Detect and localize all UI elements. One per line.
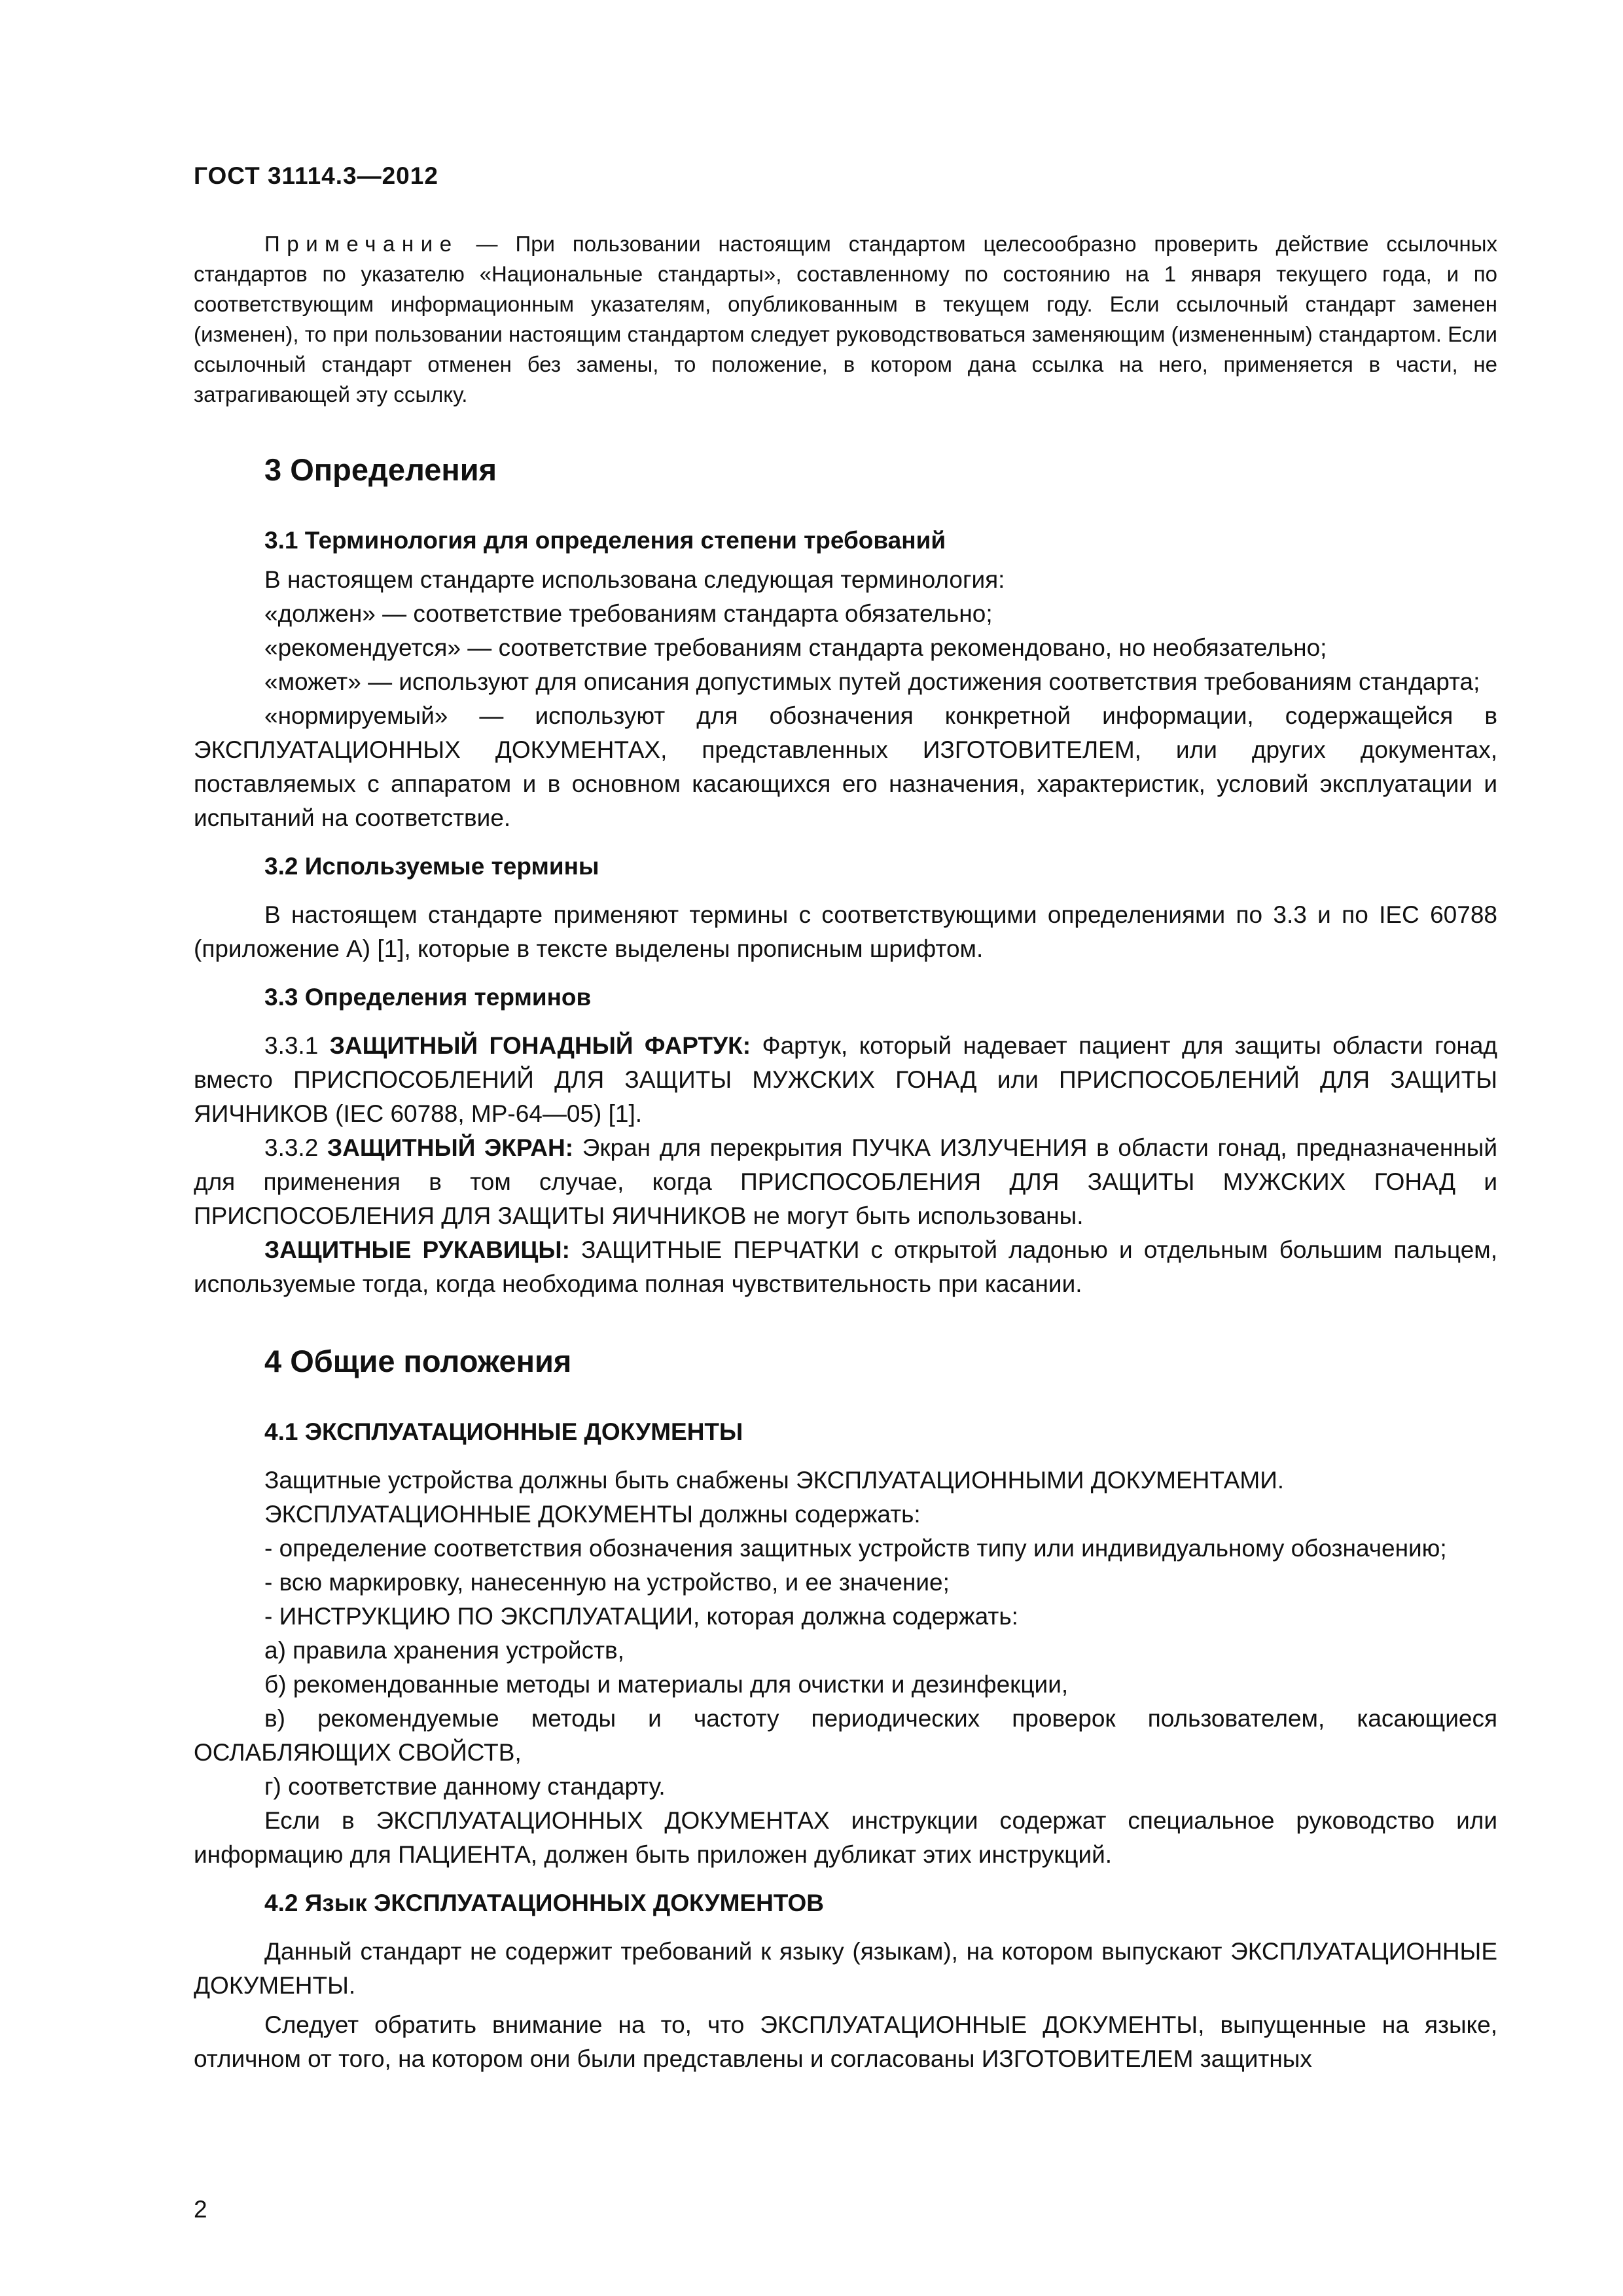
paragraph: В настоящем стандарте применяют термины с соответствующими определениями по 3.3 и по IEC 60788 (приложение А) [1], которые в тексте выделены прописным шрифтом. (194, 901, 1497, 962)
page-number: 2 (194, 2196, 207, 2223)
term-text: Экран для перекрытия ПУЧКА ИЗЛУЧЕНИЯ в области гонад, предназначенный для применения в том случае, когда ПРИСПОСОБЛЕНИЯ ДЛЯ ЗАЩИТЫ МУЖСКИХ ГОНАД и ПРИСПОСОБЛЕНИЯ ДЛЯ ЗАЩИТЫ ЯИЧНИКОВ не могут быть использованы. (194, 1134, 1498, 1229)
note-text: — При пользовании настоящим стандартом целесообразно проверить действие ссылочных стандартов по указателю «Национальные стандарты», составленному по состоянию на 1 января текущего года, и по соответствующим информационным указателям, опубликованным в текущем году. Если ссылочный стандарт заменен (изменен), то при пользовании настоящим стандартом следует руководствоваться заменяющим (измененным) стандартом. Если ссылочный стандарт отменен без замены, то положение, в котором дана ссылка на него, применяется в части, не затрагивающей эту ссылку. (194, 232, 1497, 406)
list-item: - определение соответствия обозначения защитных устройств типу или индивидуальному обозначению; (264, 1535, 1447, 1562)
paragraph: «должен» — соответствие требованиям стандарта обязательно; (264, 600, 993, 627)
term-text: Фартук, который надевает пациент для защиты области гонад вместо ПРИСПОСОБЛЕНИЙ ДЛЯ ЗАЩИТЫ МУЖСКИХ ГОНАД или ПРИСПОСОБЛЕНИЙ ДЛЯ ЗАЩИТЫ ЯИЧНИКОВ (IEC 60788, МР-64—05) [1]. (194, 1032, 1497, 1127)
subsection-3-2-title: 3.2 Используемые термины (264, 853, 599, 880)
subsection-3-3-title: 3.3 Определения терминов (264, 984, 592, 1011)
paragraph: «нормируемый» — используют для обозначения конкретной информации, содержащейся в ЭКСПЛУАТАЦИОННЫХ ДОКУМЕНТАХ, представленных ИЗГОТОВИТЕЛЕМ, или других документах, поставляемых с аппаратом и в основном касающихся его назначения, характеристик, условий эксплуатации и испытаний на соответствие. (194, 702, 1497, 831)
page-content (194, 229, 1497, 2076)
subsection-4-2-title: 4.2 Язык ЭКСПЛУАТАЦИОННЫХ ДОКУМЕНТОВ (264, 1890, 824, 1916)
term-name: ЗАЩИТНЫЕ РУКАВИЦЫ: (264, 1236, 570, 1263)
section-4-title: 4 Общие положения (264, 1344, 572, 1378)
term-definition (194, 1029, 1497, 1131)
term-number: 3.3.1 (264, 1032, 330, 1059)
paragraph: «рекомендуется» — соответствие требованиям стандарта рекомендовано, но необязательно; (264, 634, 1327, 661)
list-item: - всю маркировку, нанесенную на устройство, и ее значение; (264, 1569, 950, 1596)
paragraph: Если в ЭКСПЛУАТАЦИОННЫХ ДОКУМЕНТАХ инструкции содержат специальное руководство или информацию для ПАЦИЕНТА, должен быть приложен дубликат этих инструкций. (194, 1807, 1497, 1868)
list-item: г) соответствие данному стандарту. (264, 1773, 666, 1800)
term-name: ЗАЩИТНЫЙ ГОНАДНЫЙ ФАРТУК: (329, 1032, 751, 1059)
paragraph: В настоящем стандарте использована следующая терминология: (264, 566, 1005, 593)
list-item: б) рекомендованные методы и материалы для очистки и дезинфекции, (264, 1671, 1069, 1698)
paragraph: Защитные устройства должны быть снабжены ЭКСПЛУАТАЦИОННЫМИ ДОКУМЕНТАМИ. (264, 1467, 1285, 1494)
paragraph: Следует обратить внимание на то, что ЭКСПЛУАТАЦИОННЫЕ ДОКУМЕНТЫ, выпущенные на языке, отличном от того, на котором они были представлены и согласованы ИЗГОТОВИТЕЛЕМ защитных (194, 2011, 1497, 2072)
list-item: а) правила хранения устройств, (264, 1637, 624, 1664)
subsection-4-1-title: 4.1 ЭКСПЛУАТАЦИОННЫЕ ДОКУМЕНТЫ (264, 1418, 743, 1445)
term-name: ЗАЩИТНЫЙ ЭКРАН: (327, 1134, 574, 1161)
note-label: Примечание (264, 232, 459, 256)
list-item: - ИНСТРУКЦИЮ ПО ЭКСПЛУАТАЦИИ, которая должна содержать: (264, 1603, 1018, 1630)
note-paragraph (194, 229, 1497, 410)
paragraph: «может» — используют для описания допустимых путей достижения соответствия требованиям стандарта; (264, 668, 1480, 695)
list-item: в) рекомендуемые методы и частоту периодических проверок пользователем, касающиеся ОСЛАБЛЯЮЩИХ СВОЙСТВ, (194, 1705, 1497, 1766)
term-text: ЗАЩИТНЫЕ ПЕРЧАТКИ с открытой ладонью и отдельным большим пальцем, используемые тогда, когда необходима полная чувствительность при касании. (194, 1236, 1497, 1297)
term-definition (194, 1233, 1497, 1301)
document-header: ГОСТ 31114.3—2012 (194, 162, 438, 189)
term-definition (194, 1131, 1497, 1233)
subsection-3-1-title: 3.1 Терминология для определения степени требований (264, 527, 946, 554)
paragraph: ЭКСПЛУАТАЦИОННЫЕ ДОКУМЕНТЫ должны содержать: (264, 1501, 921, 1528)
paragraph: Данный стандарт не содержит требований к языку (языкам), на котором выпускают ЭКСПЛУАТАЦИОННЫЕ ДОКУМЕНТЫ. (194, 1938, 1497, 1999)
term-number: 3.3.2 (264, 1134, 327, 1161)
section-3-title: 3 Определения (264, 452, 497, 487)
